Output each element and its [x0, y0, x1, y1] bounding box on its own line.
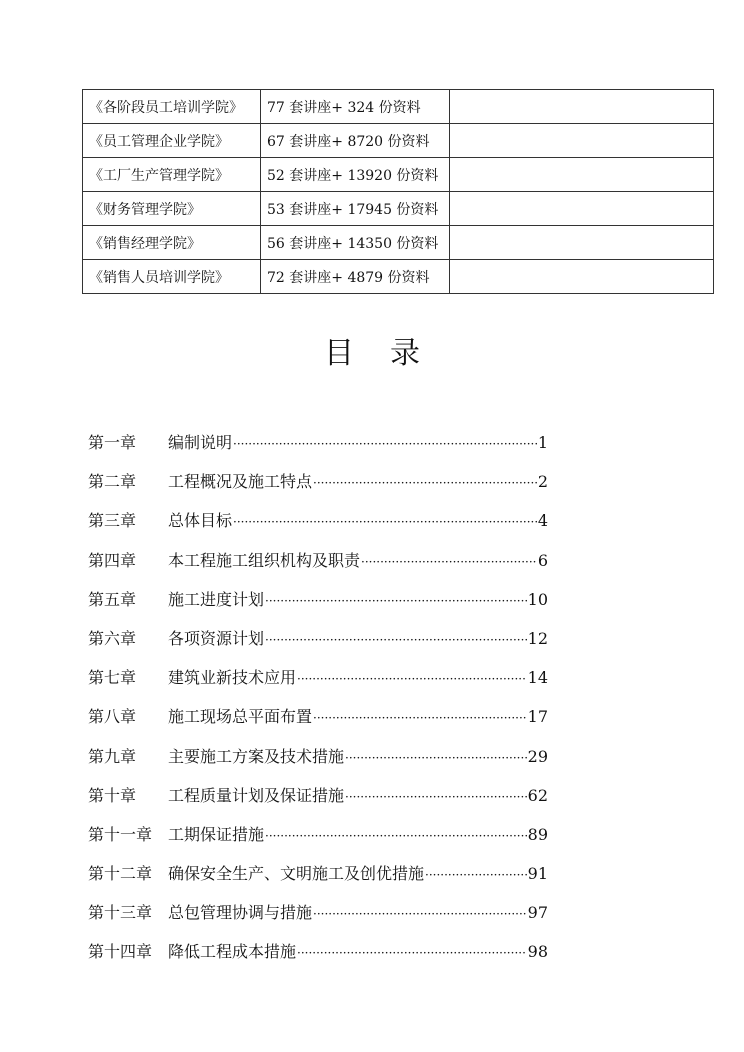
toc-entry[interactable] [88, 893, 548, 932]
toc-chapter-label: 第一章 [88, 433, 137, 452]
course-name-cell: 《员工管理企业学院》 [83, 124, 261, 158]
course-note-cell [450, 158, 714, 192]
toc-dot-leader [313, 893, 527, 932]
table-row [83, 158, 714, 192]
course-content-cell: 53 套讲座+ 17945 份资料 [261, 192, 450, 226]
toc-dot-leader [265, 580, 527, 619]
course-content-cell: 67 套讲座+ 8720 份资料 [261, 124, 450, 158]
toc-dot-leader [297, 658, 527, 697]
toc-entry[interactable] [88, 501, 548, 540]
course-content-cell: 72 套讲座+ 4879 份资料 [261, 260, 450, 294]
toc-page-number: 4 [537, 511, 548, 531]
course-name-cell: 《工厂生产管理学院》 [83, 158, 261, 192]
toc-entry-title: 施工现场总平面布置 [168, 707, 313, 727]
toc-entry-title: 各项资源计划 [168, 628, 265, 648]
toc-entry-title: 编制说明 [168, 433, 233, 452]
toc-entry[interactable] [88, 697, 548, 736]
table-row [83, 90, 714, 124]
course-name-cell: 《销售经理学院》 [83, 226, 261, 260]
toc-entry[interactable] [88, 462, 548, 501]
table-row [83, 124, 714, 158]
course-content-cell: 52 套讲座+ 13920 份资料 [261, 158, 450, 192]
table-row [83, 192, 714, 226]
toc-dot-leader [233, 501, 537, 540]
toc-page-number: 98 [527, 942, 548, 962]
toc-dot-leader [313, 697, 527, 736]
toc-chapter-label: 第四章 [88, 550, 137, 570]
course-content-cell: 56 套讲座+ 14350 份资料 [261, 226, 450, 260]
toc-entry[interactable] [88, 541, 548, 580]
toc-entry-title: 工程概况及施工特点 [168, 472, 313, 492]
toc-dot-leader [345, 776, 527, 815]
course-note-cell [450, 192, 714, 226]
toc-chapter-label: 第八章 [88, 707, 137, 727]
toc-list [88, 423, 548, 972]
toc-entry-title: 建筑业新技术应用 [168, 668, 297, 688]
toc-entry-title: 总包管理协调与措施 [168, 903, 313, 923]
toc-dot-leader [265, 815, 527, 854]
toc-dot-leader [425, 854, 527, 893]
toc-chapter-label: 第九章 [88, 746, 137, 766]
toc-dot-leader [233, 423, 537, 462]
course-note-cell [450, 90, 714, 124]
toc-dot-leader [313, 462, 537, 501]
toc-chapter-label: 第十一章 [88, 824, 153, 844]
toc-chapter-label: 第七章 [88, 668, 137, 688]
course-note-cell [450, 226, 714, 260]
toc-page-number: 1 [537, 433, 548, 452]
toc-chapter-label: 第五章 [88, 589, 137, 609]
toc-entry[interactable] [88, 658, 548, 697]
toc-page-number: 14 [527, 668, 548, 688]
toc-chapter-label: 第十三章 [88, 903, 153, 923]
toc-page-number: 10 [527, 589, 548, 609]
toc-entry[interactable] [88, 580, 548, 619]
toc-page-number: 97 [527, 903, 548, 923]
toc-title: 目录 [324, 336, 456, 371]
toc-entry-title: 本工程施工组织机构及职责 [168, 550, 361, 570]
toc-chapter-label: 第二章 [88, 472, 137, 492]
toc-entry-title: 施工进度计划 [168, 589, 265, 609]
toc-page-number: 2 [537, 472, 548, 492]
toc-entry[interactable] [88, 619, 548, 658]
table-row [83, 260, 714, 294]
toc-page-number: 89 [527, 824, 548, 844]
toc-page-number: 12 [527, 628, 548, 648]
toc-entry[interactable] [88, 932, 548, 971]
toc-page-number: 17 [527, 707, 548, 727]
toc-chapter-label: 第十二章 [88, 864, 153, 884]
toc-entry[interactable] [88, 776, 548, 815]
course-content-cell: 77 套讲座+ 324 份资料 [261, 90, 450, 124]
course-name-cell: 《各阶段员工培训学院》 [83, 90, 261, 124]
toc-entry[interactable] [88, 854, 548, 893]
toc-entry-title: 主要施工方案及技术措施 [168, 746, 345, 766]
toc-dot-leader [297, 932, 527, 971]
toc-dot-leader [345, 737, 527, 776]
table-row [83, 226, 714, 260]
toc-chapter-label: 第三章 [88, 511, 137, 531]
toc-entry-title: 工期保证措施 [168, 824, 265, 844]
toc-dot-leader [361, 541, 537, 580]
toc-dot-leader [265, 619, 527, 658]
toc-page-number: 91 [527, 864, 548, 884]
toc-entry[interactable] [88, 737, 548, 776]
toc-entry-title: 降低工程成本措施 [168, 942, 297, 962]
course-name-cell: 《销售人员培训学院》 [83, 260, 261, 294]
course-note-cell [450, 124, 714, 158]
toc-entry[interactable] [88, 815, 548, 854]
course-name-cell: 《财务管理学院》 [83, 192, 261, 226]
toc-chapter-label: 第十四章 [88, 942, 153, 962]
toc-entry-title: 总体目标 [168, 511, 233, 531]
toc-entry-title: 工程质量计划及保证措施 [168, 785, 345, 805]
course-note-cell [450, 260, 714, 294]
toc-entry[interactable] [88, 423, 548, 462]
toc-entry-title: 确保安全生产、文明施工及创优措施 [168, 864, 425, 884]
toc-page-number: 62 [527, 785, 548, 805]
resource-table [82, 89, 714, 294]
toc-page-number: 6 [537, 550, 548, 570]
toc-chapter-label: 第六章 [88, 628, 137, 648]
toc-chapter-label: 第十章 [88, 785, 137, 805]
toc-page-number: 29 [527, 746, 548, 766]
